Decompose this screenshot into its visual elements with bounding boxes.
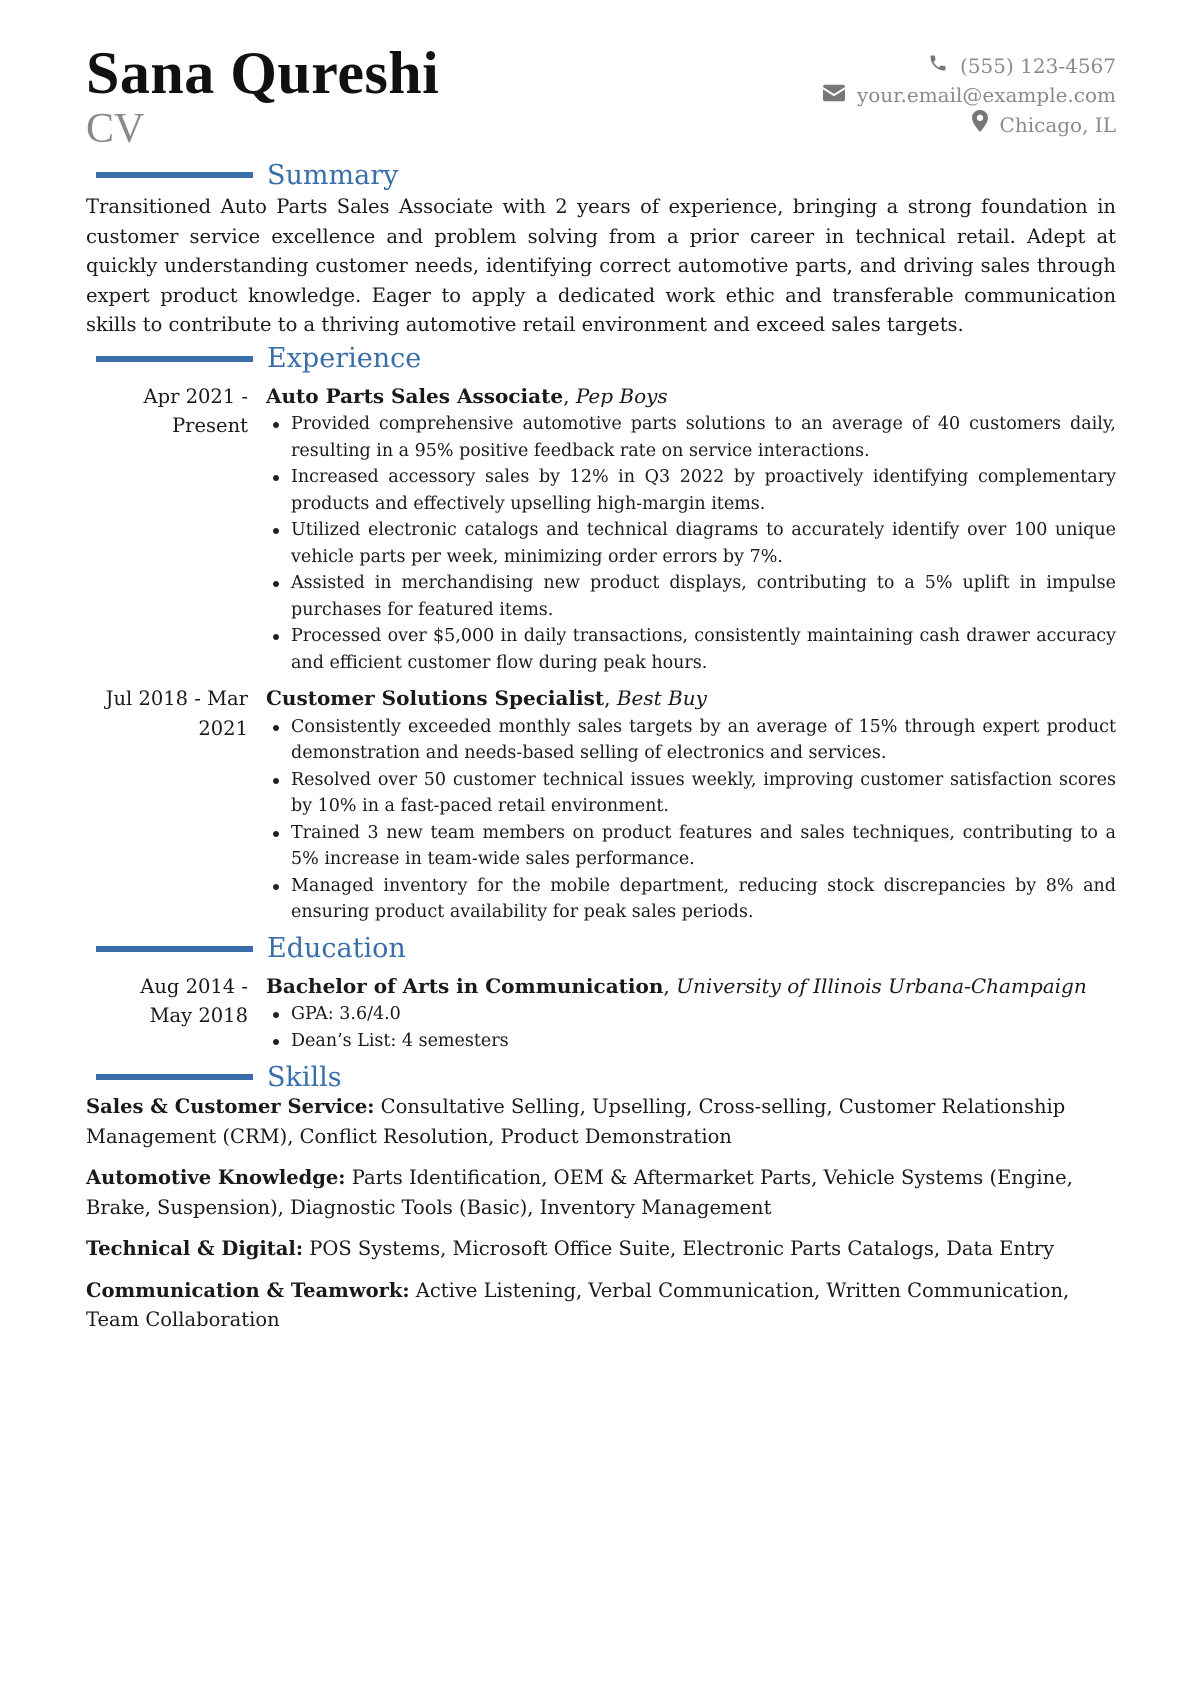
section-bar [96, 946, 253, 952]
summary-text: Transitioned Auto Parts Sales Associate with 2 years of experience, bringing a strong foundation in customer service excellence and problem solving from a prior career in technical retail. Adept at quickly understanding customer needs, identifying correct automotive parts, and driving sales through expert product knowledge. Eager to apply a dedicated work ethic and transferable communication skills to contribute to a thriving automotive retail environment and exceed sales targets. [86, 195, 1116, 336]
date-start: Apr 2021 - [143, 384, 248, 408]
section-title: Experience [267, 343, 422, 374]
list-item: Consistently exceeded monthly sales targets by an average of 15% through expert product demonstration and needs-based selling of electronics and services. [266, 714, 1116, 767]
email-link[interactable]: your.email@example.com [856, 83, 1116, 107]
skill-values: Consultative Selling, Upselling, Cross-selling, Customer Relationship Management (CRM), Conflict Resolution, Product Demonstration [86, 1095, 1066, 1148]
entry-title: Bachelor of Arts in Communication, University of Illinois Urbana-Champaign [266, 973, 1087, 998]
skill-row [86, 1092, 1116, 1151]
phone-icon [928, 52, 948, 81]
list-item: Provided comprehensive automotive parts solutions to an average of 40 customers daily, resulting in a 95% positive feedback rate on service interactions. [266, 411, 1116, 464]
list-item: Processed over $5,000 in daily transactions, consistently maintaining cash drawer accuracy and efficient customer flow during peak hours. [266, 623, 1116, 676]
experience-entry [86, 382, 1116, 677]
entry-date [86, 382, 266, 677]
contact-email [823, 81, 1116, 110]
document-type: CV [86, 106, 145, 152]
institution: University of Illinois Urbana-Champaign [676, 973, 1087, 998]
contact-phone [823, 52, 1116, 81]
skill-category: Technical & Digital: [86, 1237, 304, 1260]
skill-values: Active Listening, Verbal Communication, Written Communication, Team Collaboration [86, 1278, 1070, 1331]
location-text: Chicago, IL [999, 112, 1116, 137]
entry-body [266, 684, 1116, 926]
list-item: Increased accessory sales by 12% in Q3 2022 by proactively identifying complementary products and effectively upselling high-margin items. [266, 464, 1116, 517]
section-heading-summary [96, 160, 1116, 190]
section-title: Summary [267, 159, 399, 191]
entry-title: Customer Solutions Specialist, Best Buy [266, 686, 707, 710]
date-start: Aug 2014 - [140, 974, 248, 998]
candidate-name: Sana Qureshi [86, 40, 440, 106]
section-bar [96, 172, 253, 178]
entry-body [266, 382, 1116, 677]
resume-header [86, 40, 1116, 160]
degree: Bachelor of Arts in Communication [266, 973, 664, 998]
contact-location [823, 110, 1116, 140]
entry-date [86, 684, 266, 926]
date-end: May 2018 [149, 1004, 248, 1027]
section-title: Education [267, 933, 406, 964]
section-bar [96, 356, 253, 362]
list-item: Utilized electronic catalogs and technical diagrams to accurately identify over 100 unique vehicle parts per week, minimizing order errors by 7%. [266, 517, 1116, 570]
section-heading-skills [96, 1062, 1116, 1092]
education-entry [86, 972, 1116, 1055]
employer: Best Buy [616, 686, 707, 710]
list-item: GPA: 3.6/4.0 [266, 1001, 1116, 1028]
skill-row [86, 1163, 1116, 1222]
skill-row [86, 1276, 1116, 1335]
skill-values: Parts Identification, OEM & Aftermarket Parts, Vehicle Systems (Engine, Brake, Suspension), Diagnostic Tools (Basic), Inventory Management [86, 1166, 1073, 1219]
envelope-icon [823, 81, 845, 110]
contact-info [823, 52, 1116, 140]
phone-text: (555) 123-4567 [960, 54, 1116, 78]
entry-date [86, 972, 266, 1055]
bullet-list [266, 411, 1116, 676]
skill-category: Communication & Teamwork: [86, 1278, 410, 1302]
date-start: Jul 2018 - Mar [105, 687, 248, 710]
section-heading-experience [96, 344, 1116, 374]
bullet-list [266, 714, 1116, 926]
job-title: Auto Parts Sales Associate [266, 383, 564, 408]
list-item: Assisted in merchandising new product displays, contributing to a 5% uplift in impulse purchases for featured items. [266, 570, 1116, 623]
bullet-list [266, 1001, 1116, 1054]
list-item: Resolved over 50 customer technical issues weekly, improving customer satisfaction scores by 10% in a fast-paced retail environment. [266, 767, 1116, 820]
skill-values: POS Systems, Microsoft Office Suite, Electronic Parts Catalogs, Data Entry [309, 1237, 1055, 1260]
skill-row [86, 1234, 1116, 1264]
skill-category: Sales & Customer Service: [86, 1095, 375, 1118]
list-item: Trained 3 new team members on product features and sales techniques, contributing to a 5% increase in team-wide sales performance. [266, 820, 1116, 873]
date-end: Present [172, 414, 248, 437]
map-pin-icon [972, 110, 988, 140]
job-title: Customer Solutions Specialist [266, 686, 605, 710]
entry-title: Auto Parts Sales Associate, Pep Boys [266, 383, 668, 408]
list-item: Managed inventory for the mobile department, reducing stock discrepancies by 8% and ensuring product availability for peak sales periods. [266, 873, 1116, 926]
employer: Pep Boys [575, 383, 668, 408]
date-end: 2021 [198, 716, 248, 740]
skill-category: Automotive Knowledge: [86, 1166, 346, 1189]
resume-page [86, 40, 1116, 1347]
section-bar [96, 1074, 253, 1080]
list-item: Dean’s List: 4 semesters [266, 1028, 1116, 1055]
experience-entry [86, 684, 1116, 926]
section-title: Skills [267, 1061, 342, 1093]
section-heading-education [96, 934, 1116, 964]
entry-body [266, 972, 1116, 1055]
